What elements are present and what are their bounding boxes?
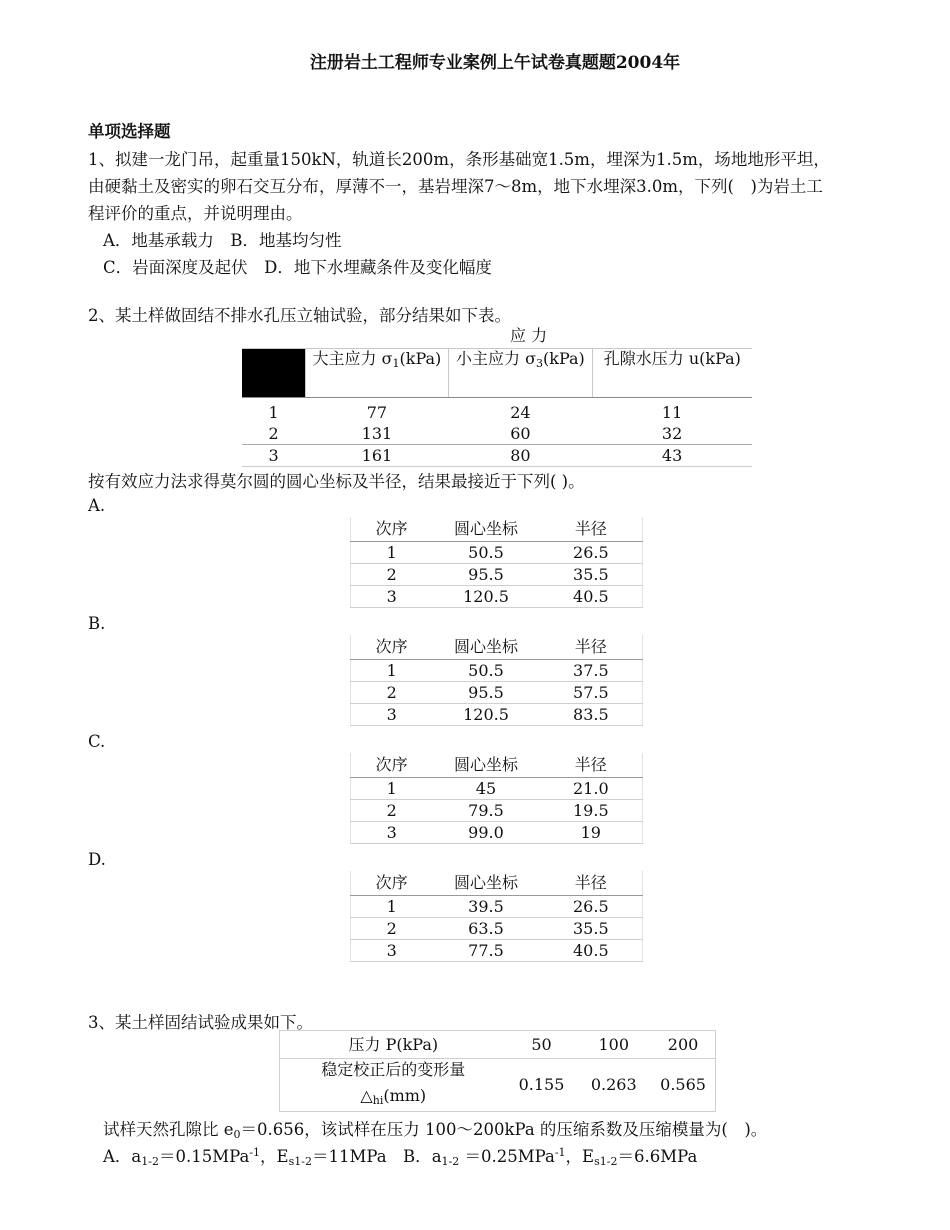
q1-options-ab: A．地基承载力 B．地基均匀性 — [103, 231, 342, 250]
q1-line-3: 程评价的重点，并说明理由。 — [88, 204, 303, 223]
table-row: 3 99.0 19 — [351, 822, 643, 844]
q1-line-2: 由硬黏土及密实的卵石交互分布，厚薄不一，基岩埋深7～8m，地下水埋深3.0m，下列( )为岩土工 — [88, 177, 823, 196]
q2-option-b-table: 次序 圆心坐标 半径 1 50.5 37.5 2 95.5 57.5 3 120.5 83.5 — [350, 635, 643, 726]
table-row: 1 39.5 26.5 — [351, 896, 643, 918]
table-row: 2 95.5 35.5 — [351, 564, 643, 586]
q1-line-1: 1、拟建一龙门吊，起重量150kN，轨道长200m，条形基础宽1.5m，埋深为1.5m，场地地形平坦， — [88, 150, 830, 169]
q2-option-a-table: 次序 圆心坐标 半径 1 50.5 26.5 2 95.5 35.5 3 120.5 40.5 — [350, 517, 643, 608]
document-title: 注册岩土工程师专业案例上午试卷真题题2004年 — [309, 53, 681, 73]
table-row: 2 63.5 35.5 — [351, 918, 643, 940]
stress-group-header: 应 力 — [510, 326, 548, 345]
q3-question: 试样天然孔隙比 $e_0=0.656$，该试样在压力 100～200kPa 的压缩系数及压缩模量为( )。 — [103, 1120, 768, 1141]
q3-options-ab: A．$a_{1-2}=0.15MPa^{-1}$，$E_{s1-2}=11MPa$ B．$a_{1-2} =0.25MPa^{-1}$，$E_{s1-2}=6.6MPa$ — [103, 1146, 698, 1168]
q2-option-c-table: 次序 圆心坐标 半径 1 45 21.0 2 79.5 19.5 3 99.0 19 — [350, 753, 643, 844]
deformation-label: 稳定校正后的变形量 $\triangle_{hi}(mm)$ — [280, 1059, 507, 1112]
major-stress-header: 大主应力 $\sigma_1(kPa)$ — [305, 349, 448, 398]
section-heading: 单项选择题 — [88, 122, 171, 141]
table-row: 3 120.5 40.5 — [351, 586, 643, 608]
pore-pressure-header: 孔隙水压力 u(kPa) — [592, 349, 752, 398]
deformation-row: 稳定校正后的变形量 $\triangle_{hi}(mm)$ 0.155 0.263 0.565 — [280, 1059, 716, 1112]
q3-stem: 3、某土样固结试验成果如下。 — [88, 1013, 313, 1032]
table-row: 1 77 24 11 — [268, 402, 683, 422]
table-row: 1 50.5 37.5 — [351, 660, 643, 682]
table-row: 1 45 21.0 — [351, 778, 643, 800]
table-row: 3 77.5 40.5 — [351, 940, 643, 962]
q2-option-d-label: D. — [88, 850, 106, 869]
minor-stress-header: 小主应力 $\sigma_3(kPa)$ — [449, 349, 592, 398]
q2-option-d-table: 次序 圆心坐标 半径 1 39.5 26.5 2 63.5 35.5 3 77.5 40.5 — [350, 871, 643, 962]
table-row: 3 120.5 83.5 — [351, 704, 643, 726]
stress-table — [242, 324, 752, 467]
table-row: 1 50.5 26.5 — [351, 542, 643, 564]
q1-options-cd: C．岩面深度及起伏 D．地下水埋藏条件及变化幅度 — [103, 258, 492, 277]
table-row: 3 161 80 43 — [242, 445, 752, 467]
q2-option-c-label: C. — [88, 732, 106, 751]
q2-option-a-label: A. — [88, 496, 106, 515]
consolidation-table — [279, 1030, 716, 1112]
table-row: 2 95.5 57.5 — [351, 682, 643, 704]
redacted-header-cell — [242, 349, 305, 398]
table-row: 2 79.5 19.5 — [351, 800, 643, 822]
pressure-label: 压力 P(kPa) — [280, 1031, 507, 1059]
q2-question: 按有效应力法求得莫尔圆的圆心坐标及半径，结果最接近于下列( )。 — [88, 472, 585, 491]
pressure-row: 压力 P(kPa) 50 100 200 — [280, 1031, 716, 1059]
q2-stem: 2、某土样做固结不排水孔压立轴试验，部分结果如下表。 — [88, 306, 511, 325]
q2-option-b-label: B. — [88, 614, 106, 633]
table-row: 2 131 60 32 — [242, 423, 752, 445]
